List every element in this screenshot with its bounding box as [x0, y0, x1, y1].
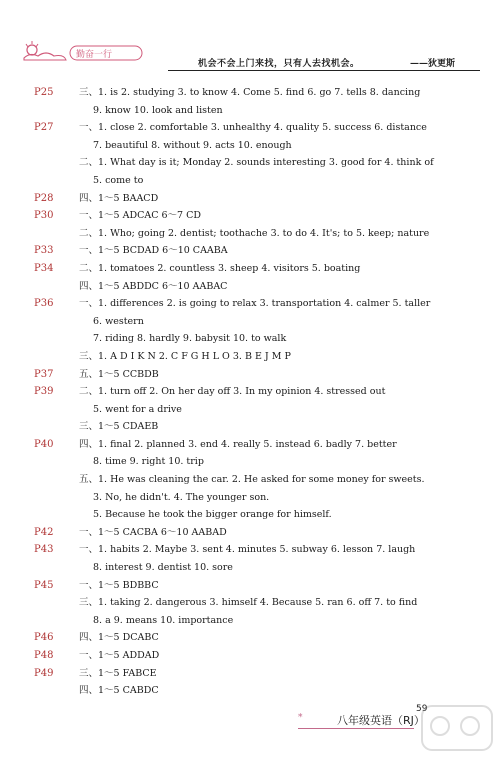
page-label: P30 [34, 210, 54, 222]
answer-text: 8. interest 9. dentist 10. sore [93, 562, 233, 574]
answer-row [0, 665, 500, 683]
answer-row [0, 295, 500, 313]
answer-text: 五、1. He was cleaning the car. 2. He asked for some money for sweets. [79, 474, 425, 486]
answer-row [0, 207, 500, 225]
answer-text: 9. know 10. look and listen [93, 104, 223, 116]
answer-row [0, 260, 500, 278]
answer-text: 一、1～5 BDBBC [79, 579, 159, 591]
answer-row [0, 278, 500, 296]
answer-row [0, 559, 500, 577]
page-label: P46 [34, 632, 54, 644]
answer-row [0, 471, 500, 489]
logo-text: 勤奋一行 [76, 50, 113, 60]
answer-text: 三、1～5 CDAEB [79, 421, 159, 433]
page-number: 59 [416, 704, 428, 714]
page-header [0, 0, 500, 78]
answer-row [0, 330, 500, 348]
answer-row [0, 348, 500, 366]
page-label: P45 [34, 579, 54, 591]
answer-row [0, 453, 500, 471]
answer-text: 一、1. differences 2. is going to relax 3. transportation 4. calmer 5. taller [79, 298, 431, 310]
answer-text: 四、1～5 CABDC [79, 685, 159, 697]
page-footer [0, 700, 500, 757]
answer-text: 8. time 9. right 10. trip [93, 456, 204, 468]
answer-row [0, 401, 500, 419]
answer-text: 二、1. tomatoes 2. countless 3. sheep 4. visitors 5. boating [79, 262, 361, 274]
footer-title: 八年级英语（RJ） [337, 714, 425, 727]
answer-text: 四、1～5 DCABC [79, 632, 159, 644]
answer-row [0, 137, 500, 155]
answer-list [0, 84, 500, 700]
answer-row [0, 647, 500, 665]
answer-text: 一、1～5 ADCAC 6～7 CD [79, 210, 201, 222]
answer-text: 二、1. turn off 2. On her day off 3. In my opinion 4. stressed out [79, 386, 386, 398]
answer-text: 6. western [93, 315, 144, 327]
page-label: P34 [34, 262, 54, 274]
page-label: P27 [34, 122, 54, 134]
page-label: P39 [34, 386, 54, 398]
answer-text: 一、1～5 ADDAD [79, 650, 160, 661]
answer-text: 5. went for a drive [93, 403, 182, 415]
answer-row [0, 506, 500, 524]
answer-row [0, 190, 500, 208]
answer-text: 一、1～5 BCDAD 6～10 CAABA [79, 245, 228, 257]
answer-text: 一、1～5 CACBA 6～10 AABAD [79, 526, 227, 538]
answer-text: 三、1. is 2. studying 3. to know 4. Come 5. find 6. go 7. tells 8. dancing [79, 87, 421, 98]
answer-text: 五、1～5 CCBDB [79, 368, 159, 380]
answer-row [0, 577, 500, 595]
answer-text: 三、1～5 FABCE [79, 667, 157, 679]
answer-text: 一、1. habits 2. Maybe 3. sent 4. minutes 5. subway 6. lesson 7. laugh [79, 544, 416, 556]
footer-star-icon: * [298, 713, 303, 723]
answer-text: 二、1. Who; going 2. dentist; toothache 3. to do 4. It's; to 5. keep; nature [79, 227, 430, 239]
page-label: P28 [34, 192, 54, 204]
answer-text: 二、1. What day is it; Monday 2. sounds interesting 3. good for 4. think of [79, 157, 434, 169]
page-label: P43 [34, 544, 54, 556]
page-label: P49 [34, 667, 54, 679]
answer-row [0, 313, 500, 331]
answer-row [0, 383, 500, 401]
page-label: P37 [34, 368, 54, 380]
answer-row [0, 172, 500, 190]
header-author: ——狄更斯 [410, 59, 456, 69]
page-label: P25 [34, 87, 54, 98]
answer-row [0, 154, 500, 172]
answer-text: 7. beautiful 8. without 9. acts 10. enough [93, 139, 292, 151]
page-label: P33 [34, 245, 54, 257]
answer-row [0, 682, 500, 700]
answer-row [0, 612, 500, 630]
answer-text: 四、1～5 ABDDC 6～10 AABAC [79, 280, 228, 292]
answer-text: 7. riding 8. hardly 9. babysit 10. to walk [93, 333, 287, 345]
page-label: P42 [34, 526, 54, 538]
answer-row [0, 102, 500, 120]
answer-text: 四、1. final 2. planned 3. end 4. really 5. instead 6. badly 7. better [79, 438, 397, 450]
watermark-stamp-icon [420, 702, 494, 754]
answer-row [0, 418, 500, 436]
answer-row [0, 84, 500, 102]
answer-text: 8. a 9. means 10. importance [93, 614, 234, 626]
answer-row [0, 242, 500, 260]
answer-row [0, 489, 500, 507]
answer-text: 5. Because he took the bigger orange for himself. [93, 509, 332, 521]
answer-row [0, 119, 500, 137]
page-label: P48 [34, 650, 54, 661]
page-label: P36 [34, 298, 54, 310]
answer-row [0, 225, 500, 243]
answer-text: 一、1. close 2. comfortable 3. unhealthy 4. quality 5. success 6. distance [79, 122, 427, 134]
answer-row [0, 594, 500, 612]
header-motto: 机会不会上门来找，只有人去找机会。 [198, 59, 360, 69]
answer-text: 四、1～5 BAACD [79, 192, 159, 204]
answer-row [0, 629, 500, 647]
header-divider [168, 70, 480, 71]
answer-text: 3. No, he didn't. 4. The younger son. [93, 491, 270, 503]
answer-row [0, 541, 500, 559]
answer-row [0, 436, 500, 454]
page-label: P40 [34, 438, 54, 450]
footer-divider [298, 728, 414, 729]
cloud-sun-logo [20, 36, 160, 68]
answer-row [0, 366, 500, 384]
answer-text: 三、1. taking 2. dangerous 3. himself 4. Because 5. ran 6. off 7. to find [79, 597, 418, 609]
answer-text: 5. come to [93, 174, 144, 186]
answer-text: 三、1. A D I K N 2. C F G H L O 3. B E J M P [79, 350, 291, 362]
answer-row [0, 524, 500, 542]
